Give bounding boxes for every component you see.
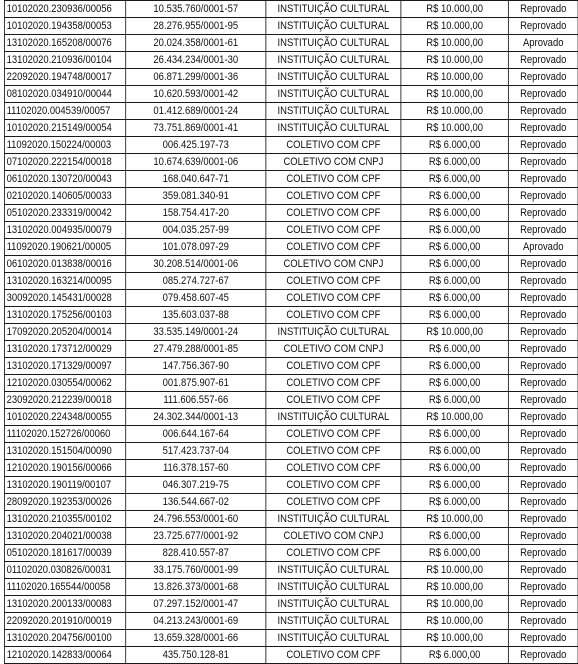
result-status-cell: Reprovado (508, 375, 578, 392)
registration-id-cell: 13102020.210936/00104 (4, 52, 125, 69)
table-row (4, 205, 578, 222)
table-row (4, 562, 578, 579)
document-number-cell: 359.081.340-91 (126, 188, 266, 205)
registration-id-cell: 11092020.190621/00005 (4, 239, 125, 256)
document-number-cell: 079.458.607-45 (126, 290, 266, 307)
document-number-cell: 101.078.097-29 (126, 239, 266, 256)
document-number-cell: 01.412.689/0001-24 (126, 103, 266, 120)
table-row (4, 392, 578, 409)
document-number-cell: 435.750.128-81 (126, 647, 266, 664)
amount-cell: R$ 10.000,00 (401, 409, 509, 426)
category-cell: INSTITUIÇÃO CULTURAL (266, 120, 401, 137)
table-row (4, 256, 578, 273)
table-row (4, 137, 578, 154)
result-status-cell: Reprovado (508, 103, 578, 120)
document-number-cell: 23.725.677/0001-92 (126, 528, 266, 545)
registration-id-cell: 10102020.230936/00056 (4, 1, 125, 18)
result-status-cell: Reprovado (508, 188, 578, 205)
amount-cell: R$ 6.000,00 (401, 256, 509, 273)
document-number-cell: 828.410.557-87 (126, 545, 266, 562)
amount-cell: R$ 10.000,00 (401, 86, 509, 103)
table-row (4, 69, 578, 86)
amount-cell: R$ 6.000,00 (401, 545, 509, 562)
amount-cell: R$ 6.000,00 (401, 171, 509, 188)
document-number-cell: 001.875.907-61 (126, 375, 266, 392)
result-status-cell: Reprovado (508, 222, 578, 239)
registration-id-cell: 13102020.171329/00097 (4, 358, 125, 375)
category-cell: COLETIVO COM CNPJ (266, 154, 401, 171)
category-cell: COLETIVO COM CPF (266, 239, 401, 256)
category-cell: INSTITUIÇÃO CULTURAL (266, 18, 401, 35)
result-status-cell: Reprovado (508, 341, 578, 358)
amount-cell: R$ 6.000,00 (401, 188, 509, 205)
result-status-cell: Reprovado (508, 579, 578, 596)
registration-id-cell: 30092020.145431/00028 (4, 290, 125, 307)
amount-cell: R$ 6.000,00 (401, 137, 509, 154)
registration-id-cell: 13102020.173712/00029 (4, 341, 125, 358)
document-number-cell: 06.871.299/0001-36 (126, 69, 266, 86)
category-cell: INSTITUIÇÃO CULTURAL (266, 324, 401, 341)
registration-id-cell: 13102020.163214/00095 (4, 273, 125, 290)
registration-id-cell: 01102020.030826/00031 (4, 562, 125, 579)
amount-cell: R$ 10.000,00 (401, 35, 509, 52)
registration-id-cell: 11102020.152726/00060 (4, 426, 125, 443)
document-number-cell: 111.606.557-66 (126, 392, 266, 409)
registration-id-cell: 10102020.224348/00055 (4, 409, 125, 426)
result-status-cell: Reprovado (508, 52, 578, 69)
result-status-cell: Reprovado (508, 69, 578, 86)
result-status-cell: Reprovado (508, 647, 578, 664)
result-status-cell: Reprovado (508, 528, 578, 545)
table-row (4, 290, 578, 307)
amount-cell: R$ 6.000,00 (401, 460, 509, 477)
amount-cell: R$ 10.000,00 (401, 613, 509, 630)
amount-cell: R$ 10.000,00 (401, 562, 509, 579)
registration-id-cell: 22092020.194748/00017 (4, 69, 125, 86)
table-row (4, 630, 578, 647)
category-cell: INSTITUIÇÃO CULTURAL (266, 613, 401, 630)
amount-cell: R$ 6.000,00 (401, 341, 509, 358)
document-number-cell: 33.535.149/0001-24 (126, 324, 266, 341)
table-row (4, 239, 578, 256)
document-number-cell: 07.297.152/0001-47 (126, 596, 266, 613)
registration-id-cell: 28092020.192353/00026 (4, 494, 125, 511)
document-number-cell: 006.644.167-64 (126, 426, 266, 443)
result-status-cell: Reprovado (508, 171, 578, 188)
document-number-cell: 006.425.197-73 (126, 137, 266, 154)
amount-cell: R$ 10.000,00 (401, 120, 509, 137)
table-row (4, 375, 578, 392)
results-table-body (4, 1, 578, 664)
results-sheet (4, 0, 567, 664)
document-number-cell: 135.603.037-88 (126, 307, 266, 324)
registration-id-cell: 05102020.181617/00039 (4, 545, 125, 562)
category-cell: COLETIVO COM CPF (266, 171, 401, 188)
amount-cell: R$ 6.000,00 (401, 392, 509, 409)
result-status-cell: Reprovado (508, 630, 578, 647)
amount-cell: R$ 10.000,00 (401, 511, 509, 528)
category-cell: COLETIVO COM CPF (266, 137, 401, 154)
document-number-cell: 13.826.373/0001-68 (126, 579, 266, 596)
table-row (4, 120, 578, 137)
amount-cell: R$ 6.000,00 (401, 290, 509, 307)
amount-cell: R$ 10.000,00 (401, 69, 509, 86)
amount-cell: R$ 6.000,00 (401, 647, 509, 664)
result-status-cell: Reprovado (508, 86, 578, 103)
registration-id-cell: 13102020.200133/00083 (4, 596, 125, 613)
category-cell: COLETIVO COM CNPJ (266, 256, 401, 273)
table-row (4, 324, 578, 341)
document-number-cell: 10.535.760/0001-57 (126, 1, 266, 18)
result-status-cell: Reprovado (508, 273, 578, 290)
category-cell: INSTITUIÇÃO CULTURAL (266, 69, 401, 86)
document-number-cell: 004.035.257-99 (126, 222, 266, 239)
document-number-cell: 26.434.234/0001-30 (126, 52, 266, 69)
document-number-cell: 116.378.157-60 (126, 460, 266, 477)
table-row (4, 18, 578, 35)
category-cell: COLETIVO COM CPF (266, 647, 401, 664)
table-row (4, 52, 578, 69)
category-cell: COLETIVO COM CPF (266, 426, 401, 443)
result-status-cell: Reprovado (508, 290, 578, 307)
amount-cell: R$ 6.000,00 (401, 273, 509, 290)
document-number-cell: 33.175.760/0001-99 (126, 562, 266, 579)
table-row (4, 579, 578, 596)
registration-id-cell: 06102020.130720/00043 (4, 171, 125, 188)
category-cell: COLETIVO COM CPF (266, 273, 401, 290)
amount-cell: R$ 6.000,00 (401, 477, 509, 494)
result-status-cell: Reprovado (508, 562, 578, 579)
result-status-cell: Reprovado (508, 137, 578, 154)
category-cell: INSTITUIÇÃO CULTURAL (266, 52, 401, 69)
document-number-cell: 24.302.344/0001-13 (126, 409, 266, 426)
table-row (4, 460, 578, 477)
amount-cell: R$ 6.000,00 (401, 307, 509, 324)
table-row (4, 307, 578, 324)
amount-cell: R$ 6.000,00 (401, 426, 509, 443)
registration-id-cell: 23092020.212239/00018 (4, 392, 125, 409)
document-number-cell: 30.208.514/0001-06 (126, 256, 266, 273)
result-status-cell: Reprovado (508, 1, 578, 18)
registration-id-cell: 12102020.030554/00062 (4, 375, 125, 392)
registration-id-cell: 17092020.205204/00014 (4, 324, 125, 341)
result-status-cell: Reprovado (508, 596, 578, 613)
document-number-cell: 73.751.869/0001-41 (126, 120, 266, 137)
table-row (4, 358, 578, 375)
result-status-cell: Reprovado (508, 205, 578, 222)
result-status-cell: Reprovado (508, 460, 578, 477)
result-status-cell: Reprovado (508, 18, 578, 35)
category-cell: INSTITUIÇÃO CULTURAL (266, 86, 401, 103)
category-cell: COLETIVO COM CPF (266, 290, 401, 307)
category-cell: COLETIVO COM CPF (266, 477, 401, 494)
result-status-cell: Reprovado (508, 256, 578, 273)
registration-id-cell: 08102020.034910/00044 (4, 86, 125, 103)
registration-id-cell: 06102020.013838/00016 (4, 256, 125, 273)
result-status-cell: Reprovado (508, 324, 578, 341)
amount-cell: R$ 6.000,00 (401, 358, 509, 375)
table-row (4, 171, 578, 188)
table-row (4, 409, 578, 426)
result-status-cell: Reprovado (508, 613, 578, 630)
registration-id-cell: 07102020.222154/00018 (4, 154, 125, 171)
amount-cell: R$ 10.000,00 (401, 324, 509, 341)
amount-cell: R$ 6.000,00 (401, 443, 509, 460)
category-cell: COLETIVO COM CPF (266, 222, 401, 239)
registration-id-cell: 11102020.165544/00058 (4, 579, 125, 596)
result-status-cell: Aprovado (508, 35, 578, 52)
table-row (4, 613, 578, 630)
table-row (4, 86, 578, 103)
category-cell: COLETIVO COM CNPJ (266, 341, 401, 358)
document-number-cell: 10.620.593/0001-42 (126, 86, 266, 103)
document-number-cell: 24.796.553/0001-60 (126, 511, 266, 528)
registration-id-cell: 10102020.215149/00054 (4, 120, 125, 137)
registration-id-cell: 10102020.194358/00053 (4, 18, 125, 35)
category-cell: COLETIVO COM CNPJ (266, 528, 401, 545)
amount-cell: R$ 10.000,00 (401, 579, 509, 596)
table-row (4, 596, 578, 613)
amount-cell: R$ 10.000,00 (401, 103, 509, 120)
amount-cell: R$ 10.000,00 (401, 630, 509, 647)
registration-id-cell: 11102020.004539/00057 (4, 103, 125, 120)
registration-id-cell: 11092020.150224/00003 (4, 137, 125, 154)
document-number-cell: 20.024.358/0001-61 (126, 35, 266, 52)
category-cell: COLETIVO COM CPF (266, 460, 401, 477)
amount-cell: R$ 6.000,00 (401, 222, 509, 239)
category-cell: INSTITUIÇÃO CULTURAL (266, 630, 401, 647)
registration-id-cell: 13102020.151504/00090 (4, 443, 125, 460)
result-status-cell: Reprovado (508, 307, 578, 324)
result-status-cell: Reprovado (508, 358, 578, 375)
amount-cell: R$ 10.000,00 (401, 1, 509, 18)
category-cell: COLETIVO COM CPF (266, 358, 401, 375)
registration-id-cell: 12102020.142833/00064 (4, 647, 125, 664)
amount-cell: R$ 6.000,00 (401, 205, 509, 222)
category-cell: INSTITUIÇÃO CULTURAL (266, 596, 401, 613)
result-status-cell: Reprovado (508, 494, 578, 511)
category-cell: INSTITUIÇÃO CULTURAL (266, 35, 401, 52)
result-status-cell: Reprovado (508, 511, 578, 528)
table-row (4, 511, 578, 528)
amount-cell: R$ 10.000,00 (401, 52, 509, 69)
registration-id-cell: 13102020.210355/00102 (4, 511, 125, 528)
result-status-cell: Reprovado (508, 120, 578, 137)
registration-id-cell: 13102020.175256/00103 (4, 307, 125, 324)
document-number-cell: 046.307.219-75 (126, 477, 266, 494)
document-number-cell: 28.276.955/0001-95 (126, 18, 266, 35)
result-status-cell: Reprovado (508, 443, 578, 460)
result-status-cell: Reprovado (508, 545, 578, 562)
table-row (4, 154, 578, 171)
amount-cell: R$ 6.000,00 (401, 154, 509, 171)
category-cell: COLETIVO COM CPF (266, 494, 401, 511)
table-row (4, 188, 578, 205)
category-cell: COLETIVO COM CPF (266, 392, 401, 409)
results-table (4, 0, 578, 664)
registration-id-cell: 13102020.165208/00076 (4, 35, 125, 52)
document-number-cell: 136.544.667-02 (126, 494, 266, 511)
document-number-cell: 04.213.243/0001-69 (126, 613, 266, 630)
category-cell: COLETIVO COM CPF (266, 443, 401, 460)
document-number-cell: 168.040.647-71 (126, 171, 266, 188)
registration-id-cell: 22092020.201910/00019 (4, 613, 125, 630)
category-cell: INSTITUIÇÃO CULTURAL (266, 562, 401, 579)
document-number-cell: 147.756.367-90 (126, 358, 266, 375)
category-cell: INSTITUIÇÃO CULTURAL (266, 103, 401, 120)
table-row (4, 103, 578, 120)
registration-id-cell: 13102020.204021/00038 (4, 528, 125, 545)
table-row (4, 426, 578, 443)
registration-id-cell: 02102020.140605/00033 (4, 188, 125, 205)
category-cell: INSTITUIÇÃO CULTURAL (266, 579, 401, 596)
registration-id-cell: 13102020.190119/00107 (4, 477, 125, 494)
document-number-cell: 085.274.727-67 (126, 273, 266, 290)
amount-cell: R$ 6.000,00 (401, 375, 509, 392)
result-status-cell: Reprovado (508, 392, 578, 409)
category-cell: INSTITUIÇÃO CULTURAL (266, 409, 401, 426)
category-cell: INSTITUIÇÃO CULTURAL (266, 1, 401, 18)
document-number-cell: 158.754.417-20 (126, 205, 266, 222)
table-row (4, 494, 578, 511)
table-row (4, 443, 578, 460)
result-status-cell: Reprovado (508, 409, 578, 426)
result-status-cell: Aprovado (508, 239, 578, 256)
registration-id-cell: 13102020.204756/00100 (4, 630, 125, 647)
table-row (4, 273, 578, 290)
amount-cell: R$ 6.000,00 (401, 494, 509, 511)
registration-id-cell: 13102020.004935/00079 (4, 222, 125, 239)
table-row (4, 477, 578, 494)
document-number-cell: 27.479.288/0001-85 (126, 341, 266, 358)
result-status-cell: Reprovado (508, 477, 578, 494)
amount-cell: R$ 6.000,00 (401, 528, 509, 545)
amount-cell: R$ 6.000,00 (401, 239, 509, 256)
registration-id-cell: 12102020.190156/00066 (4, 460, 125, 477)
table-row (4, 222, 578, 239)
category-cell: INSTITUIÇÃO CULTURAL (266, 511, 401, 528)
registration-id-cell: 05102020.233319/00042 (4, 205, 125, 222)
table-row (4, 545, 578, 562)
category-cell: COLETIVO COM CPF (266, 307, 401, 324)
category-cell: COLETIVO COM CPF (266, 188, 401, 205)
result-status-cell: Reprovado (508, 426, 578, 443)
document-number-cell: 13.659.328/0001-66 (126, 630, 266, 647)
category-cell: COLETIVO COM CPF (266, 545, 401, 562)
document-number-cell: 517.423.737-04 (126, 443, 266, 460)
category-cell: COLETIVO COM CPF (266, 205, 401, 222)
table-row (4, 528, 578, 545)
document-number-cell: 10.674.639/0001-06 (126, 154, 266, 171)
category-cell: COLETIVO COM CPF (266, 375, 401, 392)
table-row (4, 647, 578, 664)
amount-cell: R$ 10.000,00 (401, 596, 509, 613)
table-row (4, 35, 578, 52)
table-row (4, 341, 578, 358)
result-status-cell: Reprovado (508, 154, 578, 171)
table-row (4, 1, 578, 18)
amount-cell: R$ 10.000,00 (401, 18, 509, 35)
